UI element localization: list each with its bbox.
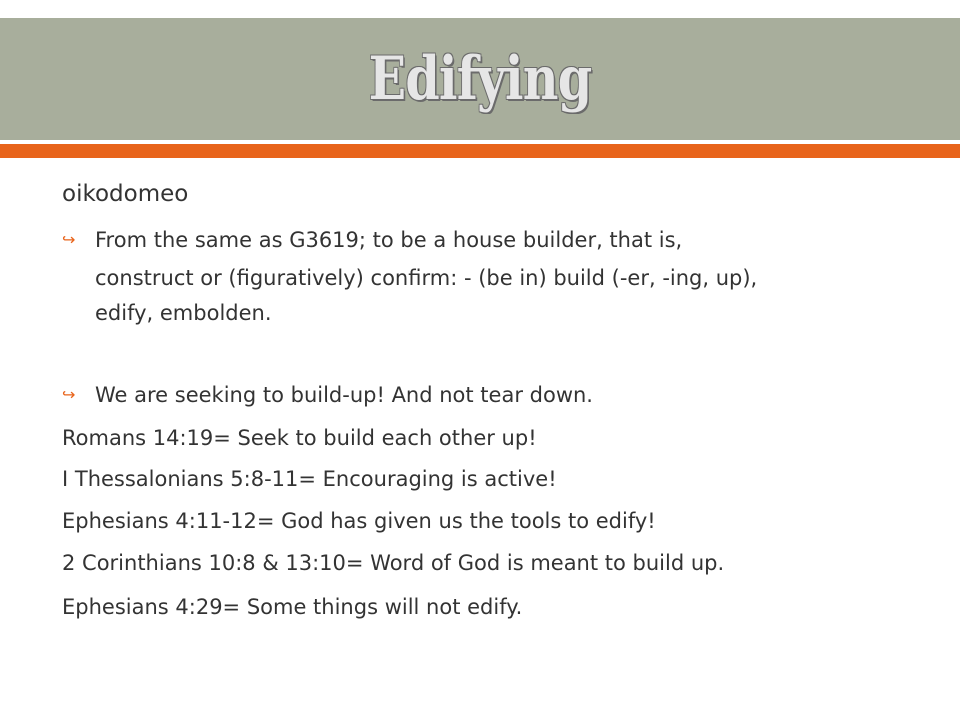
slide-title: Edifying xyxy=(368,44,592,114)
bullet-item xyxy=(62,226,922,325)
reference-corinthians: 2 Corinthians 10:8 & 13:10= Word of God is meant to build up. xyxy=(62,551,725,575)
reference-ephesians-4-11: Ephesians 4:11-12= God has given us the tools to edify! xyxy=(62,509,656,533)
reference-ephesians-4-29: Ephesians 4:29= Some things will not edify. xyxy=(62,595,523,619)
bullet-text-line: We are seeking to build-up! And not tear down. xyxy=(95,383,593,407)
reference-romans: Romans 14:19= Seek to build each other up! xyxy=(62,426,537,450)
curved-arrow-bullet-icon: ↪ xyxy=(62,385,76,404)
curved-arrow-bullet-icon: ↪ xyxy=(62,230,76,249)
bullet-text-line: From the same as G3619; to be a house builder, that is, xyxy=(95,228,683,252)
bullet-item xyxy=(62,381,922,409)
bullet-text-line: edify, embolden. xyxy=(95,301,272,325)
bullet-text-line: construct or (figuratively) confirm: - (be in) build (-er, -ing, up), xyxy=(95,266,758,290)
heading-oikodomeo: oikodomeo xyxy=(62,181,189,207)
reference-thessalonians: I Thessalonians 5:8-11= Encouraging is active! xyxy=(62,467,557,491)
